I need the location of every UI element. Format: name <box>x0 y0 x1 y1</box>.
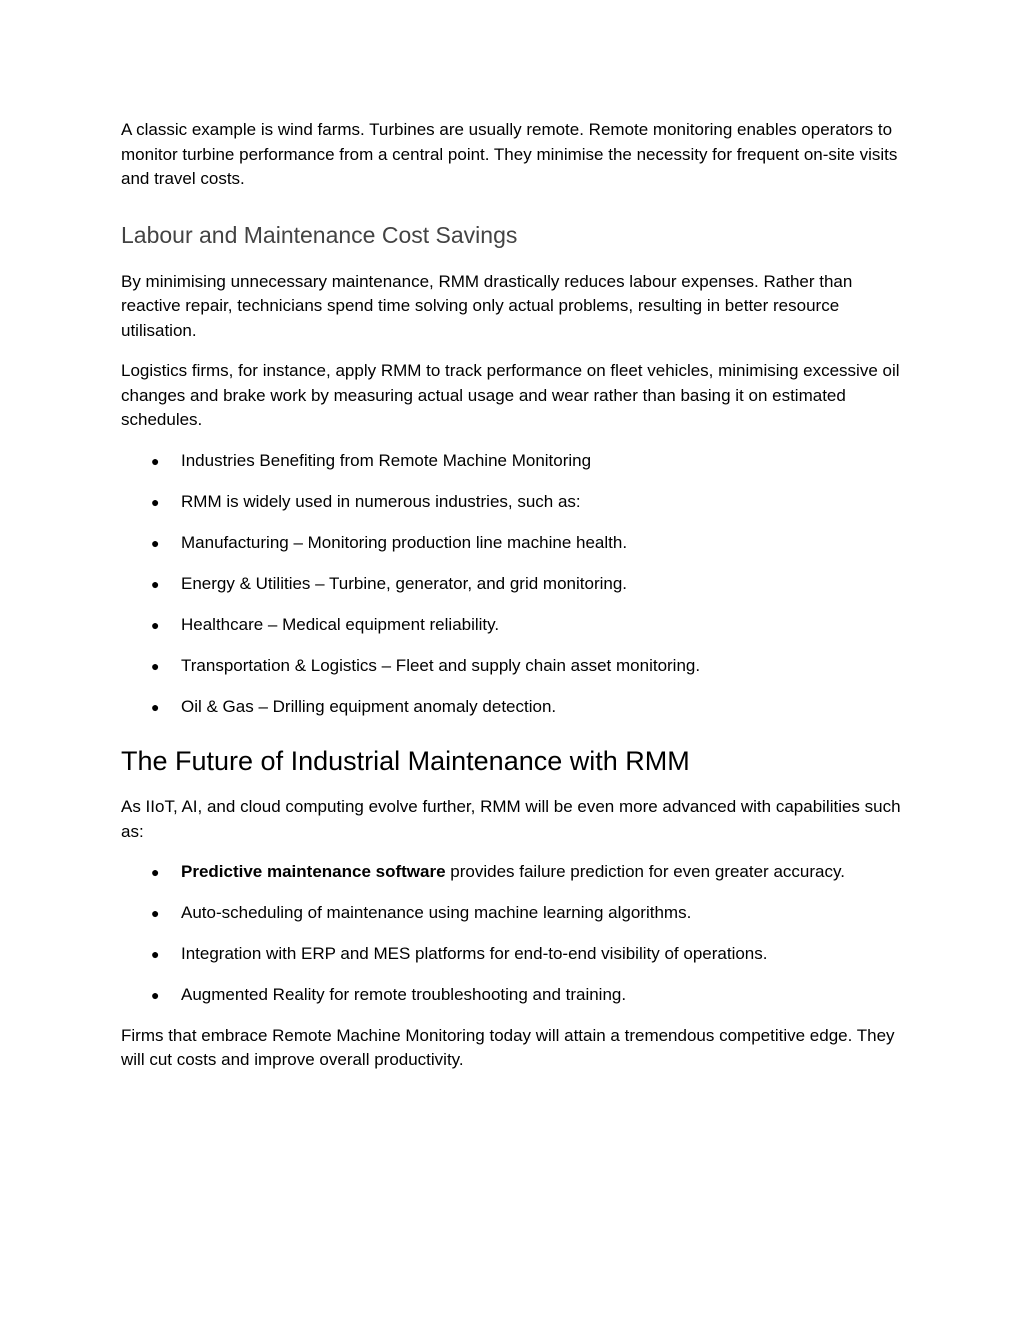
section-heading-future: The Future of Industrial Maintenance with RMM <box>121 746 690 776</box>
labour-paragraph: Logistics firms, for instance, apply RMM to track performance on fleet vehicles, minimising excessive oil changes and brake work by measuring actual usage and wear rather than basing it on estimated schedules. <box>121 361 900 429</box>
predictive-maintenance-link-text: Predictive maintenance software <box>181 862 446 881</box>
list-item-text: provides failure prediction for even greater accuracy. <box>445 862 845 881</box>
list-item-text: Integration with ERP and MES platforms for end-to-end visibility of operations. <box>181 944 768 963</box>
list-item-text: Oil & Gas – Drilling equipment anomaly detection. <box>181 696 557 716</box>
list-item-text: Energy & Utilities – Turbine, generator, and grid monitoring. <box>181 573 628 593</box>
list-item-text: Manufacturing – Monitoring production line machine health. <box>181 532 628 552</box>
list-item <box>121 654 911 679</box>
list-item <box>121 901 911 926</box>
bullet-icon: ● <box>151 493 160 510</box>
section-heading-labour: Labour and Maintenance Cost Savings <box>121 221 518 248</box>
list-item <box>121 572 911 597</box>
bullet-icon: ● <box>151 987 160 1003</box>
bullet-icon: ● <box>151 657 160 674</box>
bullet-icon: ● <box>151 698 160 715</box>
list-item-text: Augmented Reality for remote troubleshooting and training. <box>181 985 627 1004</box>
future-intro-paragraph: As IIoT, AI, and cloud computing evolve further, RMM will be even more advanced with capabilities such as: <box>121 797 901 841</box>
document-page <box>121 118 911 1073</box>
bullet-icon: ● <box>151 946 160 962</box>
list-item <box>121 490 911 515</box>
bullet-icon: ● <box>151 616 160 633</box>
list-item <box>121 942 911 967</box>
list-item-text: Auto-scheduling of maintenance using machine learning algorithms. <box>181 903 692 922</box>
list-item <box>121 860 911 885</box>
bullet-icon: ● <box>151 452 160 469</box>
bullet-icon: ● <box>151 864 160 880</box>
bullet-icon: ● <box>151 905 160 921</box>
list-item-text: RMM is widely used in numerous industries, such as: <box>181 491 581 511</box>
bullet-icon: ● <box>151 534 160 551</box>
list-item-text: Transportation & Logistics – Fleet and supply chain asset monitoring. <box>181 655 701 675</box>
list-item-text: Industries Benefiting from Remote Machine Monitoring <box>181 450 592 470</box>
list-item <box>121 449 911 474</box>
bullet-icon: ● <box>151 575 160 592</box>
industries-list <box>121 449 911 720</box>
closing-paragraph: Firms that embrace Remote Machine Monitoring today will attain a tremendous competitive edge. They will cut costs and improve overall productivity. <box>121 1025 895 1069</box>
list-item <box>121 531 911 556</box>
capabilities-list <box>121 860 911 1008</box>
list-item <box>121 613 911 638</box>
list-item <box>121 695 911 720</box>
list-item <box>121 983 911 1008</box>
list-item-text: Healthcare – Medical equipment reliability. <box>181 614 500 634</box>
intro-paragraph: A classic example is wind farms. Turbines are usually remote. Remote monitoring enables operators to monitor turbine performance from a central point. They minimise the necessity for frequent on-site visits and travel costs. <box>121 120 898 188</box>
labour-paragraph: By minimising unnecessary maintenance, RMM drastically reduces labour expenses. Rather than reactive repair, technicians spend time solving only actual problems, resulting in better resource utilisation. <box>121 271 853 340</box>
